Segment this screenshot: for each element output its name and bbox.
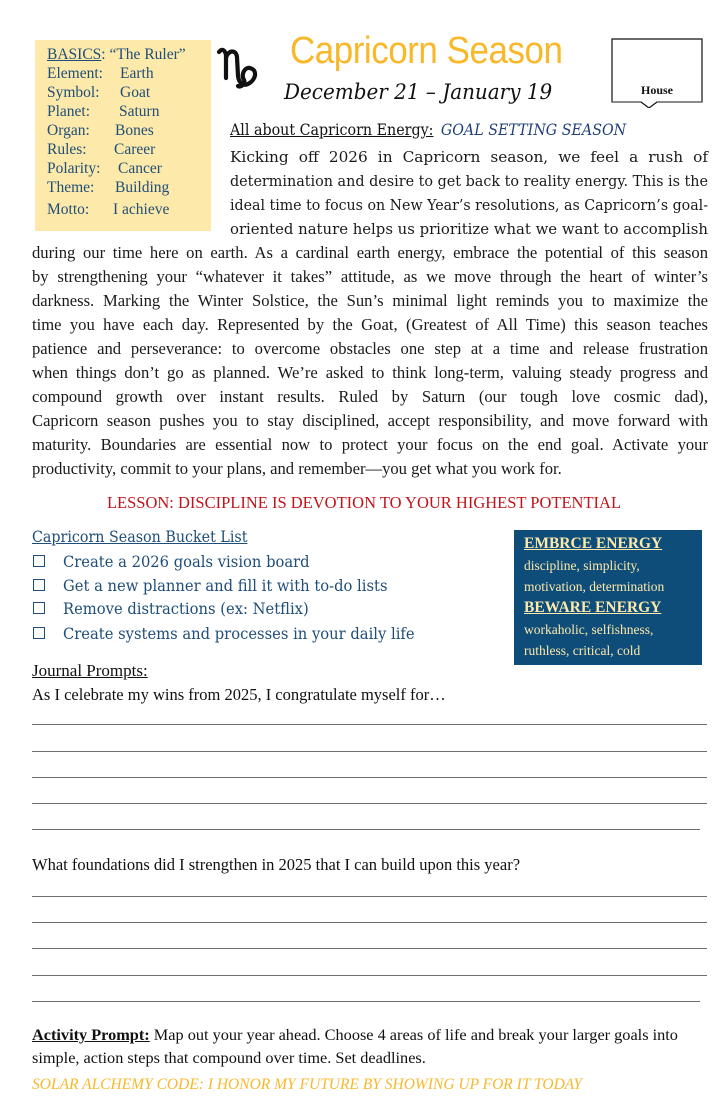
basics-row-symbol: Symbol: Goat xyxy=(47,84,151,101)
writing-line[interactable] xyxy=(32,1001,700,1002)
writing-line[interactable] xyxy=(32,922,707,923)
body-line: when things don’t go as planned. We’re asked to think long-term, valuing steady progress and xyxy=(32,363,708,382)
journal-prompt-1: As I celebrate my wins from 2025, I congratulate myself for… xyxy=(32,685,446,704)
checkbox[interactable] xyxy=(33,602,45,614)
bucket-list-item: Remove distractions (ex: Netflix) xyxy=(33,600,322,618)
body-line: patience and perseverance: to overcome obstacles one step at a time and release frustration xyxy=(32,339,708,358)
basics-row-organ: Organ: Bones xyxy=(47,122,154,139)
bucket-list-item: Create systems and processes in your daily life xyxy=(33,625,433,643)
solar-alchemy-code: SOLAR ALCHEMY CODE: I HONOR MY FUTURE BY SHOWING UP FOR IT TODAY xyxy=(32,1076,582,1093)
basics-row-motto: Motto: I achieve xyxy=(47,201,170,218)
writing-line[interactable] xyxy=(32,724,707,725)
writing-line[interactable] xyxy=(32,829,700,830)
body-line: ideal time to focus on New Year’s resolutions, as Capricorn’s goal- xyxy=(230,196,708,214)
lesson-banner: LESSON: DISCIPLINE IS DEVOTION TO YOUR HIGHEST POTENTIAL xyxy=(106,493,622,512)
beware-energy-text: workaholic, selfishness, xyxy=(524,622,654,637)
writing-line[interactable] xyxy=(32,896,707,897)
basics-row-polarity: Polarity: Cancer xyxy=(47,160,162,177)
activity-prompt xyxy=(32,1023,708,1069)
about-tagline: GOAL SETTING SEASON xyxy=(440,121,627,139)
checkbox[interactable] xyxy=(33,627,45,639)
embrace-energy-heading: EMBRCE ENERGY xyxy=(524,535,663,552)
writing-line[interactable] xyxy=(32,751,707,752)
writing-line[interactable] xyxy=(32,777,707,778)
capricorn-symbol-icon xyxy=(216,42,264,92)
basics-row-theme: Theme: Building xyxy=(47,179,170,196)
body-line: darkness. Marking the Winter Solstice, the Sun’s minimal light reminds you to maximize the xyxy=(32,291,708,310)
body-line: determination and desire to get back to reality energy. This is the xyxy=(230,172,708,190)
energy-box xyxy=(514,530,702,665)
bucket-list-item: Get a new planner and fill it with to-do lists xyxy=(33,577,405,595)
writing-line[interactable] xyxy=(32,948,707,949)
about-heading: All about Capricorn Energy: GOAL SETTING SEASON xyxy=(230,121,627,139)
body-line: during our time here on earth. As a cardinal earth energy, embrace the potential of this season xyxy=(32,243,708,262)
basics-row-planet: Planet: Saturn xyxy=(47,103,160,120)
basics-box xyxy=(35,40,211,231)
body-line: compound growth over instant results. Ruled by Saturn (our tough love cosmic dad), xyxy=(32,387,708,406)
journal-prompt-2: What foundations did I strengthen in 2025 that I can build upon this year? xyxy=(32,855,521,874)
body-line: time you have each day. Represented by the Goat, (Greatest of All Time) this season teaches xyxy=(32,315,708,334)
writing-line[interactable] xyxy=(32,975,707,976)
page-title: Capricorn Season xyxy=(290,30,563,72)
checkbox[interactable] xyxy=(33,579,45,591)
basics-row-element: Element: Earth xyxy=(47,65,154,82)
body-line: Kicking off 2026 in Capricorn season, we feel a rush of xyxy=(230,148,708,166)
body-line: Capricorn season pushes you to stay disciplined, accept responsibility, and move forward with xyxy=(32,411,708,430)
body-line: maturity. Boundaries are essential now to protect your focus on the end goal. Activate your xyxy=(32,435,708,454)
house-label: House xyxy=(640,83,673,97)
bucket-list-title: Capricorn Season Bucket List xyxy=(32,528,248,546)
activity-prompt-label: Activity Prompt: xyxy=(32,1025,150,1044)
checkbox[interactable] xyxy=(33,555,45,567)
body-line: oriented nature helps us prioritize what we want to accomplish xyxy=(230,220,708,238)
embrace-energy-text: motivation, determination xyxy=(524,579,665,594)
embrace-energy-text: discipline, simplicity, xyxy=(524,558,640,573)
season-dates: December 21 – January 19 xyxy=(284,80,553,104)
journal-prompts-title: Journal Prompts: xyxy=(32,661,148,680)
body-line: productivity, commit to your plans, and remember—you get what you work for. xyxy=(32,459,562,478)
beware-energy-heading: BEWARE ENERGY xyxy=(524,599,662,616)
bucket-list-item: Create a 2026 goals vision board xyxy=(33,553,323,571)
body-line: by strengthening your “whatever it takes” attitude, as we move through the heart of winter’s xyxy=(32,267,708,286)
basics-row-rules: Rules: Career xyxy=(47,141,156,158)
basics-heading: BASICS: “The Ruler” xyxy=(47,46,186,63)
activity-prompt-text: Map out your year ahead. Choose 4 areas of life and break your larger goals into simple, action steps that compound over time. Set deadlines. xyxy=(32,1025,678,1067)
beware-energy-text: ruthless, critical, cold xyxy=(524,643,641,658)
writing-line[interactable] xyxy=(32,803,707,804)
